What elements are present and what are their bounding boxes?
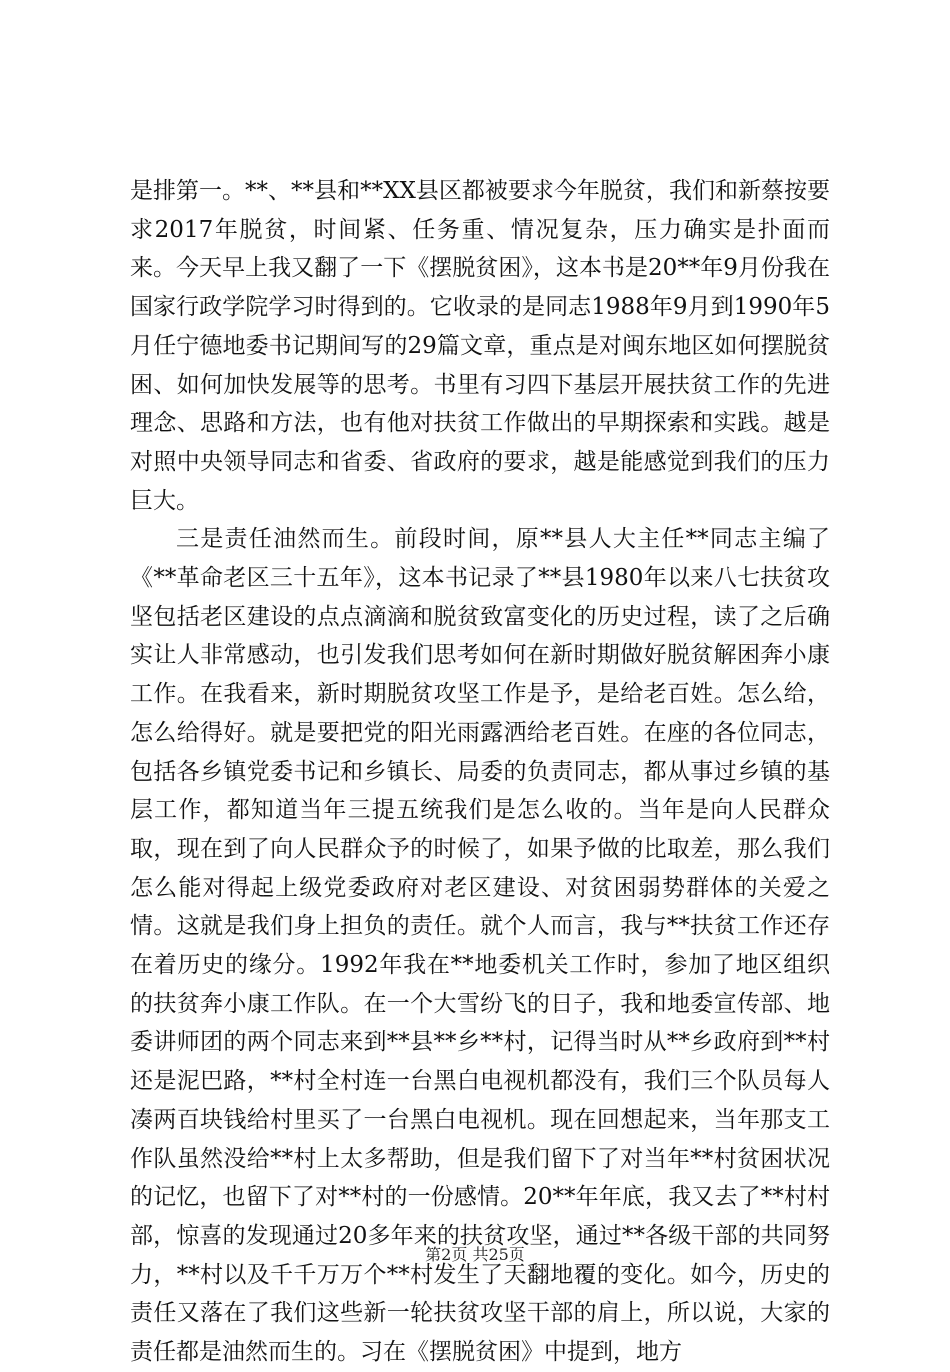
paragraph-responsibility: 三是责任油然而生。前段时间，原**县人大主任**同志主编了《**革命老区三十五年》，这本书记录了**县1980年以来八七扶贫攻坚包括老区建设的点点滴滴和脱贫致富变化的历史过程，读了之后确实让人非常感动，也引发我们思考如何在新时期做好脱贫解困奔小康工作。在我看来，新时期脱贫攻坚工作是予，是给老百姓。怎么给，怎么给得好。就是要把党的阳光雨露洒给老百姓。在座的各位同志，包括各乡镇党委书记和乡镇长、局委的负责同志，都从事过乡镇的基层工作，都知道当年三提五统我们是怎么收的。当年是向人民群众取，现在到了向人民群众予的时候了，如果予做的比取差，那么我们怎么能对得起上级党委政府对老区建设、对贫困弱势群体的关爱之情。这就是我们身上担负的责任。就个人而言，我与**扶贫工作还存在着历史的缘分。1992年我在**地委机关工作时，参加了地区组织的扶贫奔小康工作队。在一个大雪纷飞的日子，我和地委宣传部、地委讲师团的两个同志来到**县**乡**村，记得当时从**乡政府到**村还是泥巴路，**村全村连一台黑白电视机都没有，我们三个队员每人凑两百块钱给村里买了一台黑白电视机。现在回想起来，当年那支工作队虽然没给**村上太多帮助，但是我们留下了对当年**村贫困状况的记忆，也留下了对**村的一份感情。20**年年底，我又去了**村村部，惊喜的发现通过20多年来的扶贫攻坚，通过**各级干部的共同努力，**村以及千千万万个**村发生了天翻地覆的变化。如今，历史的责任又落在了我们这些新一轮扶贫攻坚干部的肩上，所以说，大家的责任都是油然而生的。习在《摆脱贫困》中提到，地方: [130, 526, 830, 1366]
page-footer: 第2页 共25页: [425, 1245, 525, 1264]
document-body: [130, 172, 830, 1372]
paragraph-continuation: 是排第一。**、**县和**XX县区都被要求今年脱贫，我们和新蔡按要求2017年脱贫，时间紧、任务重、情况复杂，压力确实是扑面而来。今天早上我又翻了一下《摆脱贫困》，这本书是20**年9月份我在国家行政学院学习时得到的。它收录的是同志1988年9月到1990年5月任宁德地委书记期间写的29篇文章，重点是对闽东地区如何摆脱贫困、如何加快发展等的思考。书里有习四下基层开展扶贫工作的先进理念、思路和方法，也有他对扶贫工作做出的早期探索和实践。越是对照中央领导同志和省委、省政府的要求，越是能感觉到我们的压力巨大。: [130, 178, 830, 514]
